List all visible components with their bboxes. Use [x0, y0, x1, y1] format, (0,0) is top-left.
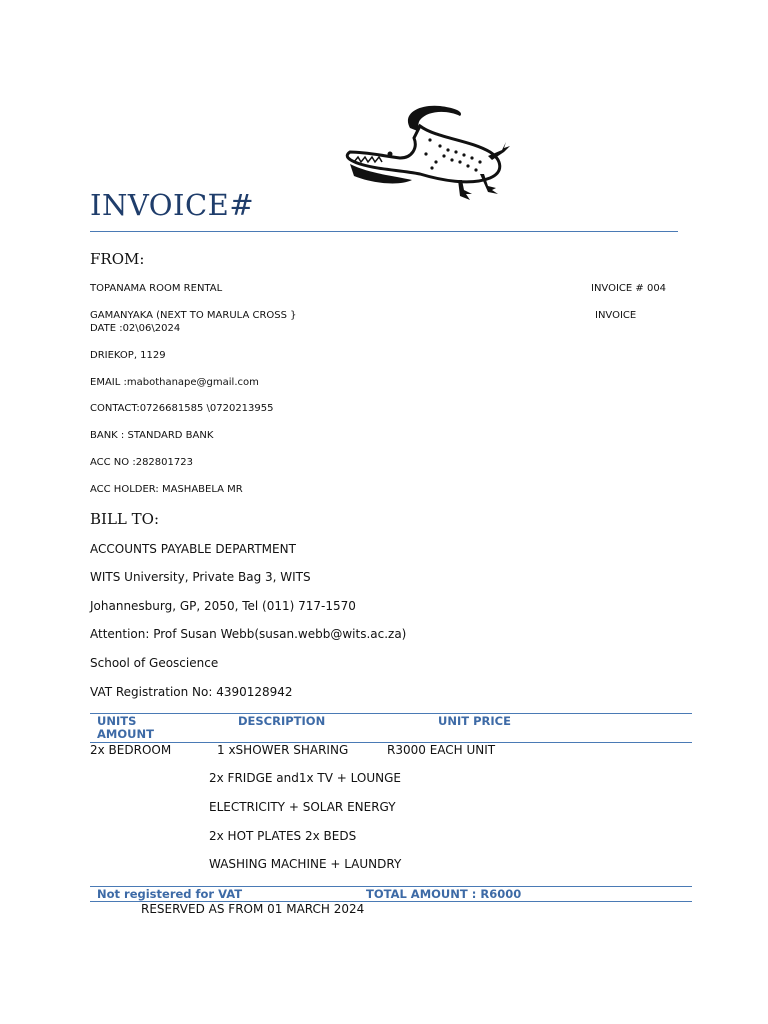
invoice-date: DATE :02\06\2024 [90, 323, 181, 334]
bill-to-line: WITS University, Private Bag 3, WITS [90, 570, 311, 584]
invoice-number: INVOICE # 004 [591, 283, 667, 294]
table-top-rule [90, 713, 692, 714]
row-description: 1 xSHOWER SHARING [217, 743, 349, 757]
business-address: GAMANYAKA (NEXT TO MARULA CROSS } [90, 310, 297, 321]
business-email: EMAIL :mabothanape@gmail.com [90, 377, 259, 388]
business-contact: CONTACT:0726681585 \0720213955 [90, 403, 274, 414]
description-line: 2x FRIDGE and1x TV + LOUNGE [209, 771, 401, 785]
bill-to-line: VAT Registration No: 4390128942 [90, 685, 293, 699]
crocodile-icon [340, 100, 510, 210]
bill-to-line: School of Geoscience [90, 656, 219, 670]
header-amount: AMOUNT [97, 727, 154, 741]
description-line: WASHING MACHINE + LAUNDRY [209, 857, 402, 871]
row-unit-price: R3000 EACH UNIT [387, 743, 496, 757]
header-unit-price: UNIT PRICE [438, 714, 511, 728]
invoice-title: INVOICE# [90, 188, 255, 222]
vat-note: Not registered for VAT [97, 887, 243, 901]
title-divider [90, 231, 678, 232]
from-heading: FROM: [90, 250, 145, 268]
row-units: 2x BEDROOM [90, 743, 172, 757]
header-units: UNITS [97, 714, 137, 728]
bill-to-line: Attention: Prof Susan Webb(susan.webb@wits.ac.za) [90, 627, 407, 641]
bill-to-heading: BILL TO: [90, 510, 159, 528]
bill-to-line: ACCOUNTS PAYABLE DEPARTMENT [90, 542, 296, 556]
bank-name: BANK : STANDARD BANK [90, 430, 214, 441]
description-line: ELECTRICITY + SOLAR ENERGY [209, 800, 396, 814]
header-description: DESCRIPTION [238, 714, 326, 728]
business-name: TOPANAMA ROOM RENTAL [90, 283, 223, 294]
reserved-note: RESERVED AS FROM 01 MARCH 2024 [141, 902, 365, 916]
business-town: DRIEKOP, 1129 [90, 350, 166, 361]
total-amount: TOTAL AMOUNT : R6000 [366, 887, 522, 901]
account-number: ACC NO :282801723 [90, 457, 193, 468]
bill-to-line: Johannesburg, GP, 2050, Tel (011) 717-1570 [90, 599, 356, 613]
invoice-label: INVOICE [595, 310, 637, 321]
description-line: 2x HOT PLATES 2x BEDS [209, 829, 357, 843]
account-holder: ACC HOLDER: MASHABELA MR [90, 484, 243, 495]
